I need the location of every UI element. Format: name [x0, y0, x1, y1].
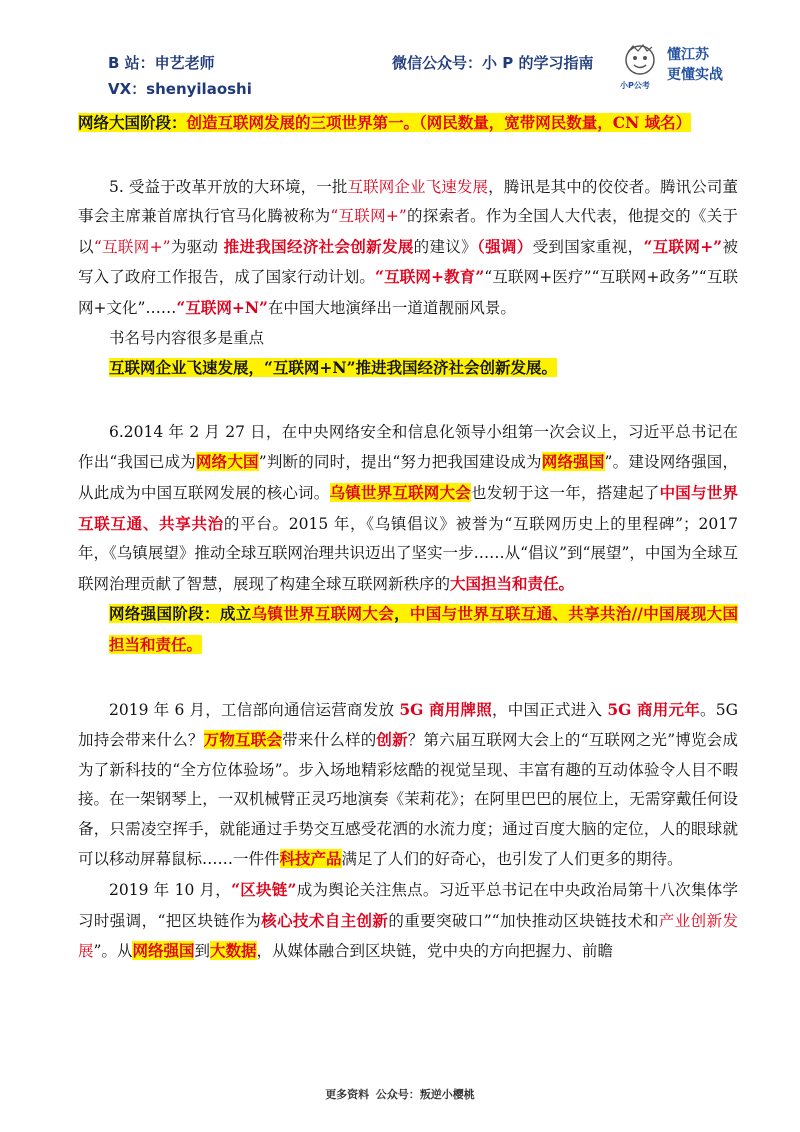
summary-text: 创造互联网发展的三项世界第一。（网民数量，宽带网民数量，CN 域名）: [186, 113, 692, 132]
emphasis: 大国担当和责任。: [450, 573, 575, 593]
emphasis: 产业创新发展: [78, 911, 738, 961]
summary-text: ，: [394, 604, 410, 624]
text: 为驱动: [170, 237, 224, 256]
text: ”。从: [93, 942, 133, 961]
text: 的建议》: [413, 237, 477, 256]
text: 5. 受益于改革开放的大环境，一批: [109, 177, 348, 196]
logo-title: 懂江苏: [667, 47, 709, 63]
text: ”。建设网络强国，从此成为中国互联网发展的核心词。: [78, 453, 738, 502]
emphasis: （强调）: [477, 236, 533, 256]
paragraph-blockchain: [78, 875, 738, 967]
highlight: 网络强国: [132, 941, 195, 961]
highlight: 乌镇世界互联网大会: [329, 482, 471, 502]
emphasis: “互联网+”: [330, 207, 407, 226]
wechat-id-label: VX：shenyilaoshi: [108, 80, 252, 98]
document-body: [78, 108, 738, 967]
text: 也发轫于这一年，搭建起了: [470, 483, 660, 502]
summary-text: 互联网企业飞速发展，“互联网+N”推进我国经济社会创新发展。: [109, 358, 557, 378]
summary-internet-strong-stage: [78, 599, 738, 660]
emphasis: 核心技术自主创新: [261, 910, 389, 930]
emphasis: 推进我国经济社会创新发展: [223, 236, 414, 256]
paragraph-6: [78, 418, 738, 600]
page-footer: 更多资料 公众号：叛逆小樱桃: [325, 1088, 475, 1101]
emphasis: 中国与世界互联互通、共享共治: [78, 482, 738, 533]
highlight: 万物互联会: [203, 730, 283, 750]
note-paragraph-5: 书名号内容很多是重点: [109, 328, 265, 347]
emphasis: “区块链”: [231, 880, 297, 900]
text: ”判断的同时，提出“努力把我国建设成为: [258, 453, 542, 472]
text: 在中国大地演绎出一道道靓丽风景。: [267, 298, 516, 317]
emphasis: “互联网+”: [643, 236, 723, 256]
emphasis: “互联网+教育”: [375, 267, 485, 287]
text: 满足了人们的好奇心，也引发了人们更多的期待。: [341, 850, 683, 869]
summary-emphasis: 乌镇世界互联网大会: [251, 604, 395, 624]
mascot-icon: [620, 42, 664, 82]
text: 被写入了政府工作报告，成了国家行动计划。: [78, 237, 738, 287]
text: 2019 年 6 月，工信部向通信运营商发放: [109, 700, 400, 719]
paragraph-5g: [78, 695, 738, 876]
highlight: 大数据: [209, 941, 257, 961]
summary-text: 网络强国阶段：成立: [109, 604, 252, 624]
text: 。5G 加持会带来什么？: [78, 700, 739, 750]
summary-internet-power-stage: [78, 108, 738, 139]
logo-subtitle: 更懂实战: [667, 67, 723, 83]
text: ？第六届互联网大会上的“互联网之光”博览会成为了新科技的“全方位体验场”。步入场地精彩炫酷的视觉呈现、丰富有趣的互动体验令人目不暇接。在一架钢琴上，一双机械臂正灵巧地演奏《茉莉花》；在阿里巴巴的展位上，无需穿戴任何设备，只需凌空挥手，就能通过手势交互感受花洒的水流力度；通过百度大脑的定位，人的眼球就可以移动屏幕鼠标……一件件: [78, 731, 738, 869]
text: 带来什么样的: [282, 731, 377, 750]
text: ，从媒体融合到区块链，党中央的方向把握力、前瞻: [256, 942, 614, 961]
text: 的平台。2015 年，《乌镇倡议》被誉为“互联网历史上的里程碑”；2017 年，《乌镇展望》推动全球互联网治理共识迈出了坚实一步……从“倡议”到“展望”，中国为全球互联网治理贡献了智慧，展现了构建全球互联网新秩序的: [78, 514, 738, 593]
highlight: 网络大国: [195, 452, 259, 472]
text: 2019 年 10 月，: [109, 881, 232, 900]
text: 6.2014 年 2 月 27 日，在中央网络安全和信息化领导小组第一次会议上，习近平总书记在作出“我国已成为: [78, 422, 738, 472]
summary-label: 网络大国阶段：: [78, 113, 187, 132]
emphasis: 5G 商用元年: [607, 699, 701, 719]
summary-paragraph-5: [78, 353, 738, 384]
logo-caption: 小P公考: [620, 81, 650, 90]
text: 的探索者。作为全国人大代表，他提交的《关于以: [78, 207, 738, 256]
text: ，腾讯是其中的佼佼者。腾讯公司董事会主席兼首席执行官马化腾被称为: [78, 177, 738, 226]
bilibili-label: B 站：申艺老师: [108, 54, 215, 72]
emphasis: 创新: [376, 730, 408, 750]
highlight: 科技产品: [279, 849, 342, 869]
emphasis: 互联网企业飞速发展: [347, 177, 489, 196]
text: 受到国家重视，: [532, 237, 644, 256]
text: 成为舆论关注焦点。习近平总书记在中央政治局第十八次集体学习时强调，“把区块链作为: [78, 881, 738, 930]
emphasis: “互联网+”: [93, 237, 171, 256]
highlight: 网络强国: [541, 452, 605, 472]
brand-logo: [620, 42, 738, 98]
summary-emphasis: 中国与世界互联互通、共享共治//中国展现大国担当和责任。: [109, 604, 738, 654]
emphasis: “互联网+N”: [176, 297, 268, 317]
text: “互联网+医疗”“互联网+政务”“互联网+文化”……: [78, 268, 738, 317]
header-left: [108, 50, 252, 102]
text: 的重要突破口”“加快推动区块链技术和: [388, 911, 659, 930]
text: 到: [194, 942, 210, 961]
public-account-label: 微信公众号：小 P 的学习指南: [392, 54, 594, 72]
paragraph-5: [78, 173, 738, 324]
emphasis: 5G 商用牌照: [399, 699, 493, 719]
text: ，中国正式进入: [492, 700, 608, 719]
